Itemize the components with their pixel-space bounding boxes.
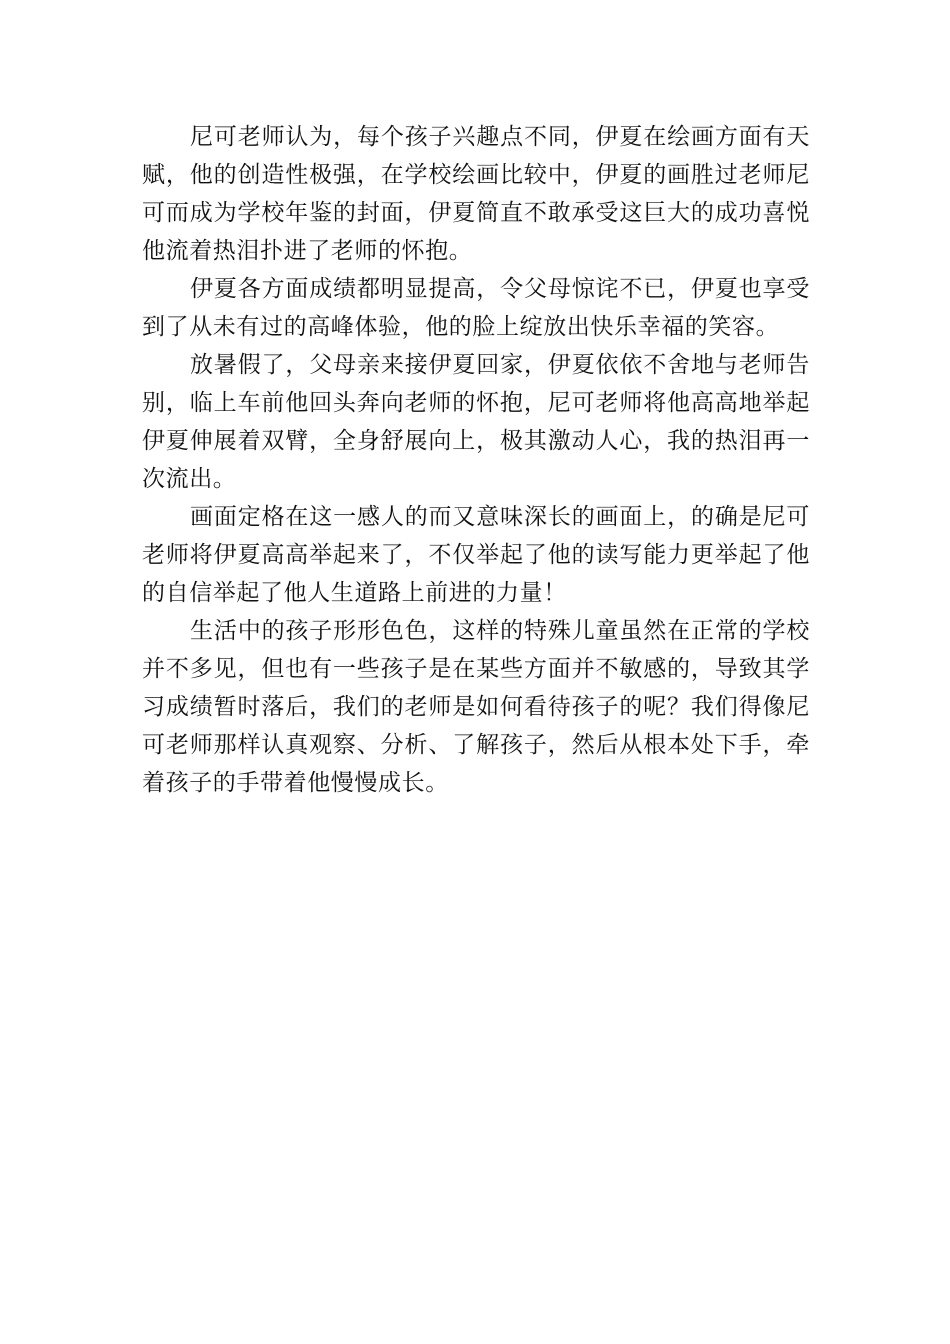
paragraph-4: 画面定格在这一感人的而又意味深长的画面上，的确是尼可老师将伊夏高高举起来了，不仅举起了他的读写能力更举起了他的自信举起了他人生道路上前进的力量！ bbox=[142, 504, 810, 606]
paragraph-3: 放暑假了，父母亲来接伊夏回家，伊夏依依不舍地与老师告别，临上车前他回头奔向老师的怀抱，尼可老师将他高高地举起伊夏伸展着双臂，全身舒展向上，极其激动人心，我的热泪再一次流出。 bbox=[142, 352, 810, 492]
paragraph-2: 伊夏各方面成绩都明显提高，令父母惊诧不已，伊夏也享受到了从未有过的高峰体验，他的脸上绽放出快乐幸福的笑容。 bbox=[142, 276, 810, 340]
paragraph-5: 生活中的孩子形形色色，这样的特殊儿童虽然在正常的学校并不多见，但也有一些孩子是在某些方面并不敏感的，导致其学习成绩暂时落后，我们的老师是如何看待孩子的呢？我们得像尼可老师那样认真观察、分析、了解孩子，然后从根本处下手，牵着孩子的手带着他慢慢成长。 bbox=[142, 618, 810, 796]
document-body bbox=[142, 118, 810, 802]
paragraph-1: 尼可老师认为，每个孩子兴趣点不同，伊夏在绘画方面有天赋，他的创造性极强，在学校绘画比较中，伊夏的画胜过老师尼可而成为学校年鉴的封面，伊夏简直不敢承受这巨大的成功喜悦他流着热泪扑进了老师的怀抱。 bbox=[142, 124, 810, 264]
